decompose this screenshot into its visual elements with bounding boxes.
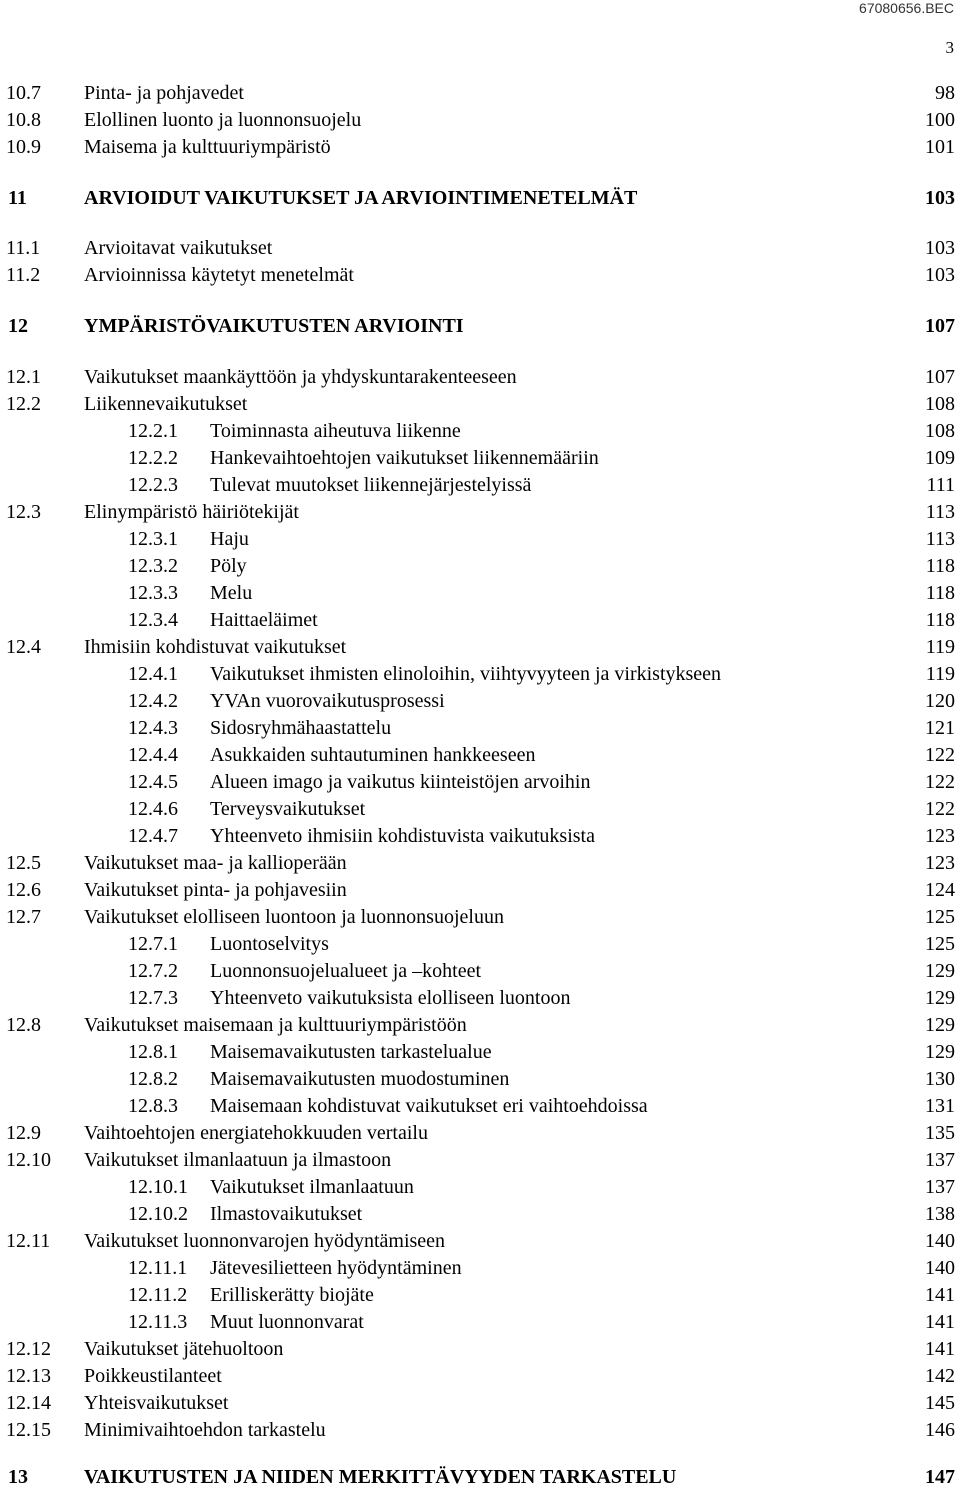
toc-entry-title: Hankevaihtoehtojen vaikutukset liikennemääriin: [210, 447, 599, 469]
toc-entry-title: Yhteisvaikutukset: [84, 1392, 229, 1414]
toc-entry-title: Poikkeustilanteet: [84, 1365, 222, 1387]
toc-entry-page: 142: [925, 1365, 955, 1387]
toc-entry-number: 12.7: [6, 906, 41, 928]
toc-entry-title: Vaikutukset ilmanlaatuun: [210, 1176, 414, 1198]
toc-entry-title: Vaikutukset elolliseen luontoon ja luonnonsuojeluun: [84, 906, 504, 928]
toc-entry-title: Vaihtoehtojen energiatehokkuuden vertailu: [84, 1122, 428, 1144]
toc-entry-number: 12.15: [6, 1419, 51, 1441]
toc-subsection-entry[interactable]: [0, 607, 955, 633]
toc-entry-number: 12.2.1: [128, 420, 178, 442]
toc-subsection-entry[interactable]: [0, 1282, 955, 1308]
toc-entry-number: 12.8: [6, 1014, 41, 1036]
toc-section-entry[interactable]: [0, 1147, 955, 1173]
toc-entry-page: 140: [925, 1257, 955, 1279]
toc-section-entry[interactable]: [0, 1363, 955, 1389]
toc-entry-page: 122: [925, 744, 955, 766]
toc-entry-title: Arvioinnissa käytetyt menetelmät: [84, 264, 354, 286]
toc-entry-number: 11: [8, 187, 27, 209]
toc-entry-title: Pöly: [210, 555, 247, 577]
toc-entry-title: Tulevat muutokset liikennejärjestelyissä: [210, 474, 532, 496]
toc-entry-page: 137: [925, 1176, 955, 1198]
toc-entry-title: Erilliskerätty biojäte: [210, 1284, 374, 1306]
toc-entry-title: Arvioitavat vaikutukset: [84, 237, 273, 259]
toc-subsection-entry[interactable]: [0, 958, 955, 984]
toc-entry-number: 12.4.1: [128, 663, 178, 685]
toc-entry-title: Muut luonnonvarat: [210, 1311, 364, 1333]
toc-entry-page: 147: [925, 1466, 955, 1488]
toc-entry-page: 140: [925, 1230, 955, 1252]
toc-entry-page: 101: [925, 136, 955, 158]
toc-entry-title: Yhteenveto vaikutuksista elolliseen luontoon: [210, 987, 571, 1009]
toc-entry-number: 12: [8, 315, 28, 337]
toc-entry-title: Terveysvaikutukset: [210, 798, 366, 820]
toc-entry-title: Melu: [210, 582, 253, 604]
toc-entry-number: 10.8: [6, 109, 41, 131]
toc-entry-title: ARVIOIDUT VAIKUTUKSET JA ARVIOINTIMENETELMÄT: [84, 187, 638, 209]
toc-entry-page: 129: [925, 1014, 955, 1036]
toc-entry-title: Haittaeläimet: [210, 609, 318, 631]
toc-subsection-entry[interactable]: [0, 796, 955, 822]
toc-entry-number: 10.9: [6, 136, 41, 158]
toc-entry-title: YVAn vuorovaikutusprosessi: [210, 690, 445, 712]
toc-subsection-entry[interactable]: [0, 1201, 955, 1227]
toc-entry-page: 118: [925, 582, 955, 604]
toc-entry-page: 108: [925, 420, 955, 442]
toc-entry-number: 12.9: [6, 1122, 41, 1144]
toc-entry-page: 124: [925, 879, 955, 901]
toc-entry-page: 103: [925, 187, 955, 209]
toc-subsection-entry[interactable]: [0, 1255, 955, 1281]
toc-entry-number: 12.8.3: [128, 1095, 178, 1117]
toc-entry-number: 12.10.1: [128, 1176, 188, 1198]
toc-entry-number: 13: [8, 1466, 28, 1488]
toc-entry-title: VAIKUTUSTEN JA NIIDEN MERKITTÄVYYDEN TARKASTELU: [84, 1466, 677, 1488]
toc-section-entry[interactable]: [0, 877, 955, 903]
toc-subsection-entry[interactable]: [0, 742, 955, 768]
toc-entry-number: 12.3.2: [128, 555, 178, 577]
toc-entry-title: Vaikutukset jätehuoltoon: [84, 1338, 284, 1360]
toc-entry-title: Luontoselvitys: [210, 933, 329, 955]
toc-entry-title: Minimivaihtoehdon tarkastelu: [84, 1419, 326, 1441]
toc-section-entry[interactable]: [0, 1417, 955, 1443]
toc-section-entry[interactable]: [0, 634, 955, 660]
toc-entry-title: Alueen imago ja vaikutus kiinteistöjen arvoihin: [210, 771, 591, 793]
toc-entry-title: Vaikutukset pinta- ja pohjavesiin: [84, 879, 347, 901]
toc-section-entry[interactable]: [0, 499, 955, 525]
toc-entry-number: 12.3.3: [128, 582, 178, 604]
toc-entry-title: Asukkaiden suhtautuminen hankkeeseen: [210, 744, 536, 766]
toc-entry-number: 12.8.2: [128, 1068, 178, 1090]
toc-subsection-entry[interactable]: [0, 715, 955, 741]
toc-entry-page: 113: [925, 501, 955, 523]
toc-entry-title: Luonnonsuojelualueet ja –kohteet: [210, 960, 482, 982]
toc-section-entry[interactable]: [0, 391, 955, 417]
toc-subsection-entry[interactable]: [0, 688, 955, 714]
toc-entry-number: 12.3: [6, 501, 41, 523]
toc-entry-page: 122: [925, 771, 955, 793]
toc-entry-title: Maisemavaikutusten tarkastelualue: [210, 1041, 492, 1063]
toc-entry-page: 122: [925, 798, 955, 820]
toc-entry-number: 12.12: [6, 1338, 51, 1360]
toc-entry-title: Ihmisiin kohdistuvat vaikutukset: [84, 636, 347, 658]
toc-entry-page: 123: [925, 825, 955, 847]
toc-entry-page: 125: [925, 906, 955, 928]
toc-entry-number: 12.4.6: [128, 798, 178, 820]
toc-entry-page: 98: [935, 82, 955, 104]
toc-subsection-entry[interactable]: [0, 1093, 955, 1119]
toc-entry-number: 12.4.7: [128, 825, 178, 847]
toc-entry-page: 129: [925, 987, 955, 1009]
toc-subsection-entry[interactable]: [0, 526, 955, 552]
toc-entry-page: 119: [925, 663, 955, 685]
toc-section-entry[interactable]: [0, 134, 955, 160]
toc-entry-title: Liikennevaikutukset: [84, 393, 248, 415]
toc-section-entry[interactable]: [0, 1390, 955, 1416]
toc-entry-number: 12.7.1: [128, 933, 178, 955]
toc-entry-page: 145: [925, 1392, 955, 1414]
toc-entry-title: Jätevesilietteen hyödyntäminen: [210, 1257, 462, 1279]
toc-entry-page: 120: [925, 690, 955, 712]
toc-entry-number: 12.7.2: [128, 960, 178, 982]
toc-entry-number: 12.2.3: [128, 474, 178, 496]
toc-entry-title: Ilmastovaikutukset: [210, 1203, 363, 1225]
toc-entry-page: 100: [925, 109, 955, 131]
toc-entry-title: Maisemavaikutusten muodostuminen: [210, 1068, 510, 1090]
toc-entry-title: Maisema ja kulttuuriympäristö: [84, 136, 331, 158]
toc-section-entry[interactable]: [0, 1012, 955, 1038]
toc-entry-title: Vaikutukset ilmanlaatuun ja ilmastoon: [84, 1149, 392, 1171]
toc-entry-number: 12.4: [6, 636, 41, 658]
toc-entry-page: 141: [925, 1311, 955, 1333]
page-number: 3: [945, 38, 954, 57]
toc-entry-title: Toiminnasta aiheutuva liikenne: [210, 420, 461, 442]
toc-entry-number: 12.4.3: [128, 717, 178, 739]
toc-entry-title: Vaikutukset maa- ja kallioperään: [84, 852, 347, 874]
toc-entry-title: Vaikutukset luonnonvarojen hyödyntämiseen: [84, 1230, 446, 1252]
toc-entry-page: 123: [925, 852, 955, 874]
toc-entry-page: 119: [925, 636, 955, 658]
toc-entry-number: 10.7: [6, 82, 41, 104]
toc-entry-page: 121: [925, 717, 955, 739]
toc-subsection-entry[interactable]: [0, 985, 955, 1011]
toc-entry-title: Yhteenveto ihmisiin kohdistuvista vaikutuksista: [210, 825, 595, 847]
toc-entry-page: 125: [925, 933, 955, 955]
toc-subsection-entry[interactable]: [0, 661, 955, 687]
toc-subsection-entry[interactable]: [0, 1309, 955, 1335]
toc-entry-number: 12.10.2: [128, 1203, 188, 1225]
toc-entry-page: 118: [925, 609, 955, 631]
toc-entry-title: YMPÄRISTÖVAIKUTUSTEN ARVIOINTI: [84, 315, 464, 337]
toc-entry-page: 108: [925, 393, 955, 415]
toc-entry-title: Elollinen luonto ja luonnonsuojelu: [84, 109, 362, 131]
toc-entry-number: 12.11: [6, 1230, 51, 1252]
toc-entry-number: 12.7.3: [128, 987, 178, 1009]
toc-entry-page: 135: [925, 1122, 955, 1144]
toc-entry-title: Pinta- ja pohjavedet: [84, 82, 244, 104]
toc-entry-page: 137: [925, 1149, 955, 1171]
toc-entry-title: Elinympäristö häiriötekijät: [84, 501, 299, 523]
toc-section-entry[interactable]: [0, 850, 955, 876]
toc-entry-number: 12.1: [6, 366, 41, 388]
toc-entry-number: 11.1: [6, 237, 41, 259]
toc-entry-number: 12.10: [6, 1149, 51, 1171]
toc-entry-number: 12.5: [6, 852, 41, 874]
toc-entry-number: 12.4.2: [128, 690, 178, 712]
toc-section-entry[interactable]: [0, 364, 955, 390]
toc-subsection-entry[interactable]: [0, 553, 955, 579]
toc-subsection-entry[interactable]: [0, 1039, 955, 1065]
toc-entry-number: 12.11.1: [128, 1257, 188, 1279]
toc-subsection-entry[interactable]: [0, 931, 955, 957]
toc-entry-number: 12.11.2: [128, 1284, 188, 1306]
toc-section-entry[interactable]: [0, 1120, 955, 1146]
toc-entry-number: 12.6: [6, 879, 41, 901]
toc-entry-number: 12.3.4: [128, 609, 178, 631]
toc-section-entry[interactable]: [0, 1228, 955, 1254]
toc-entry-page: 107: [925, 366, 955, 388]
toc-entry-number: 12.2: [6, 393, 41, 415]
toc-chapter-entry[interactable]: [0, 185, 955, 211]
toc-section-entry[interactable]: [0, 262, 955, 288]
toc-entry-title: Vaikutukset maisemaan ja kulttuuriympäristöön: [84, 1014, 467, 1036]
toc-subsection-entry[interactable]: [0, 1174, 955, 1200]
toc-entry-page: 111: [926, 474, 955, 496]
toc-subsection-entry[interactable]: [0, 418, 955, 444]
toc-entry-page: 107: [925, 315, 955, 337]
toc-entry-page: 146: [925, 1419, 955, 1441]
toc-subsection-entry[interactable]: [0, 445, 955, 471]
toc-entry-number: 12.13: [6, 1365, 51, 1387]
toc-section-entry[interactable]: [0, 235, 955, 261]
toc-chapter-entry[interactable]: [0, 1464, 955, 1490]
toc-entry-number: 12.11.3: [128, 1311, 188, 1333]
toc-subsection-entry[interactable]: [0, 823, 955, 849]
toc-entry-number: 12.2.2: [128, 447, 178, 469]
toc-entry-page: 118: [925, 555, 955, 577]
toc-entry-number: 12.4.4: [128, 744, 178, 766]
toc-entry-page: 141: [925, 1284, 955, 1306]
toc-subsection-entry[interactable]: [0, 1066, 955, 1092]
toc-entry-page: 129: [925, 1041, 955, 1063]
toc-entry-number: 12.3.1: [128, 528, 178, 550]
toc-entry-page: 103: [925, 264, 955, 286]
toc-section-entry[interactable]: [0, 904, 955, 930]
toc-entry-number: 12.8.1: [128, 1041, 178, 1063]
toc-entry-page: 131: [925, 1095, 955, 1117]
toc-section-entry[interactable]: [0, 1336, 955, 1362]
toc-entry-title: Haju: [210, 528, 249, 550]
toc-entry-number: 11.2: [6, 264, 41, 286]
toc-entry-title: Vaikutukset ihmisten elinoloihin, viihtyvyyteen ja virkistykseen: [210, 663, 722, 685]
toc-subsection-entry[interactable]: [0, 580, 955, 606]
toc-section-entry[interactable]: [0, 80, 955, 106]
toc-entry-number: 12.14: [6, 1392, 51, 1414]
toc-entry-page: 103: [925, 237, 955, 259]
toc-entry-number: 12.4.5: [128, 771, 178, 793]
toc-entry-title: Vaikutukset maankäyttöön ja yhdyskuntarakenteeseen: [84, 366, 517, 388]
toc-subsection-entry[interactable]: [0, 769, 955, 795]
toc-entry-page: 113: [925, 528, 955, 550]
toc-entry-title: Sidosryhmähaastattelu: [210, 717, 392, 739]
toc-entry-title: Maisemaan kohdistuvat vaikutukset eri vaihtoehdoissa: [210, 1095, 648, 1117]
toc-entry-page: 130: [925, 1068, 955, 1090]
toc-chapter-entry[interactable]: [0, 313, 955, 339]
toc-entry-page: 138: [925, 1203, 955, 1225]
toc-entry-page: 141: [925, 1338, 955, 1360]
toc-entry-page: 129: [925, 960, 955, 982]
toc-section-entry[interactable]: [0, 107, 955, 133]
toc-subsection-entry[interactable]: [0, 472, 955, 498]
document-id: 67080656.BEC: [859, 0, 954, 16]
toc-entry-page: 109: [925, 447, 955, 469]
